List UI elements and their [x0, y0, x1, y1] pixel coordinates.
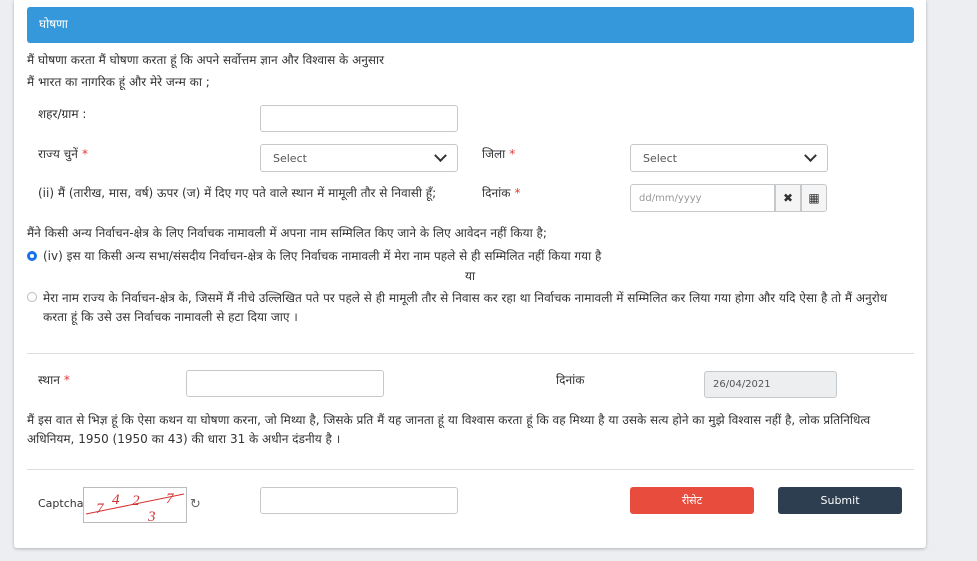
district-select[interactable]	[630, 144, 828, 172]
required-mark: *	[509, 147, 516, 161]
place-label-text: स्थान	[38, 373, 60, 387]
captcha-label: Captcha	[38, 497, 84, 510]
date-placeholder: dd/mm/yyyy	[639, 193, 702, 204]
place-label	[38, 371, 70, 388]
required-mark: *	[514, 186, 521, 200]
captcha-digit: 2	[132, 493, 140, 509]
place-date-label: दिनांक	[556, 373, 585, 387]
intro-line-1: मैं घोषणा करता मैं घोषणा करता हूं कि अपने सर्वोत्तम ज्ञान और विश्वास के अनुसार	[27, 53, 385, 67]
calendar-button[interactable]	[801, 184, 827, 212]
date-label-text: दिनांक	[482, 186, 511, 200]
reset-button-label: रीसेट	[681, 494, 703, 507]
submit-button-label: Submit	[820, 494, 860, 507]
option-2-line-2: करता हूं कि उसे उस निर्वाचक नामावली से हटा दिया जाए ।	[43, 310, 298, 324]
section-title: घोषणा	[39, 17, 68, 31]
intro-line-2: मैं भारत का नागरिक हूं और मेरे जन्म का ;	[27, 75, 210, 89]
residence-text: (ii) मैं (तारीख, मास, वर्ष) ऊपर (ज) में दिए गए पते वाले स्थान में मामूली तौर से निवासी हूँ;	[38, 186, 437, 200]
place-input[interactable]	[186, 370, 384, 397]
state-label	[38, 145, 88, 162]
captcha-graphic	[84, 488, 188, 524]
chevron-down-icon	[434, 149, 447, 162]
date-label	[482, 184, 520, 201]
option-2-radio[interactable]	[27, 292, 37, 302]
city-input[interactable]	[260, 105, 458, 132]
captcha-digit: 3	[148, 509, 156, 524]
calendar-icon: ▦	[808, 191, 820, 205]
district-select-value: Select	[643, 151, 677, 165]
date-input[interactable]	[630, 184, 775, 212]
state-select[interactable]	[260, 144, 458, 172]
state-select-value: Select	[273, 151, 307, 165]
captcha-input[interactable]	[260, 487, 458, 514]
divider	[27, 469, 914, 470]
reset-button[interactable]	[630, 487, 754, 514]
required-mark: *	[81, 147, 88, 161]
option-1-radio[interactable]	[27, 251, 37, 261]
option-1-label: (iv) इस या किसी अन्य सभा/संसदीय निर्वाचन-क्षेत्र के लिए निर्वाचक नामावली में मेरा नाम पहले से ही सम्मिलित नहीं किया गया है	[43, 249, 602, 263]
captcha-digit: 4	[112, 492, 120, 508]
required-mark: *	[63, 373, 70, 387]
warning-line-2: अधिनियम, 1950 (1950 का 43) की धारा 31 के अधीन दंडनीय है ।	[27, 432, 341, 446]
option-2-line-1: मेरा नाम राज्य के निर्वाचन-क्षेत्र के, जिसमें मैं नीचे उल्लिखित पते पर पहले से ही मामूली तौर से निवास कर रहा था निर्वाचक नामावली में सम्मिलित कर लिया गया होगा और यदि ऐसा है तो मैं अनुरोध	[43, 291, 888, 305]
clear-date-button[interactable]	[775, 184, 801, 212]
place-date-value: 26/04/2021	[713, 379, 771, 390]
close-icon: ✖	[782, 191, 794, 205]
no-application-text: मैंने किसी अन्य निर्वाचन-क्षेत्र के लिए निर्वाचक नामावली में अपना नाम सम्मिलित किए जाने के लिए आवेदन नहीं किया है;	[27, 226, 547, 240]
district-label-text: जिला	[482, 147, 506, 161]
or-text: या	[465, 269, 476, 283]
section-header	[27, 7, 914, 43]
city-label: शहर/ग्राम :	[38, 107, 87, 121]
captcha-image	[83, 487, 187, 523]
chevron-down-icon	[804, 149, 817, 162]
divider	[27, 353, 914, 354]
captcha-digit: 7	[96, 501, 104, 517]
place-date-field	[704, 371, 837, 398]
warning-line-1: मैं इस वात से भिज्ञ हूं कि ऐसा कथन या घोषणा करना, जो मिथ्या है, जिसके प्रति मैं यह जानता हूं या विश्वास करता हूं कि वह मिथ्या है या उसके सत्य होने का मुझे विश्वास नहीं है, लोक प्रतिनिधित्व	[27, 413, 871, 427]
submit-button[interactable]	[778, 487, 902, 514]
captcha-digit: 7	[166, 491, 174, 507]
district-label	[482, 145, 515, 162]
state-label-text: राज्य चुनें	[38, 147, 78, 161]
refresh-captcha-icon[interactable]: ↻	[190, 497, 201, 512]
